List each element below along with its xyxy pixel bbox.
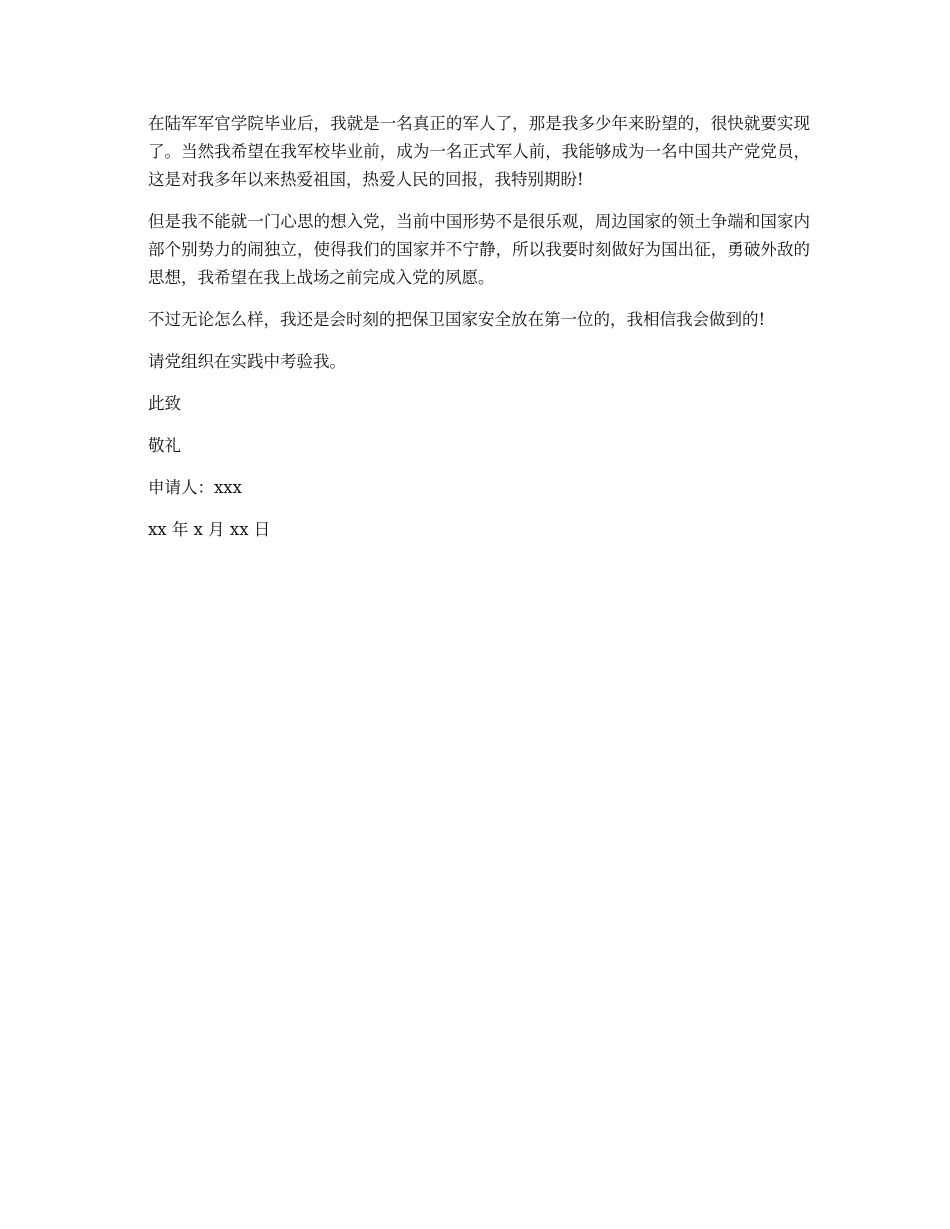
letter-body [140, 110, 810, 558]
date-line: xx 年 x 月 xx 日 [148, 520, 271, 539]
closing-salutation: 此致 [148, 394, 181, 413]
paragraph-2: 但是我不能就一门心思的想入党，当前中国形势不是很乐观，周边国家的领土争端和国家内部个别势力的闹独立，使得我们的国家并不宁静，所以我要时刻做好为国出征，勇破外敌的思想，我希望在我上战场之前完成入党的夙愿。 [148, 212, 810, 287]
paragraph-3: 不过无论怎么样，我还是会时刻的把保卫国家安全放在第一位的，我相信我会做到的! [148, 310, 766, 329]
paragraph-4: 请党组织在实践中考验我。 [148, 352, 346, 371]
applicant-line: 申请人：xxx [148, 478, 242, 497]
closing-regards: 敬礼 [148, 436, 181, 455]
paragraph-1: 在陆军军官学院毕业后，我就是一名真正的军人了，那是我多少年来盼望的，很快就要实现了。当然我希望在我军校毕业前，成为一名正式军人前，我能够成为一名中国共产党党员，这是对我多年以来热爱祖国，热爱人民的回报，我特别期盼! [148, 114, 810, 189]
